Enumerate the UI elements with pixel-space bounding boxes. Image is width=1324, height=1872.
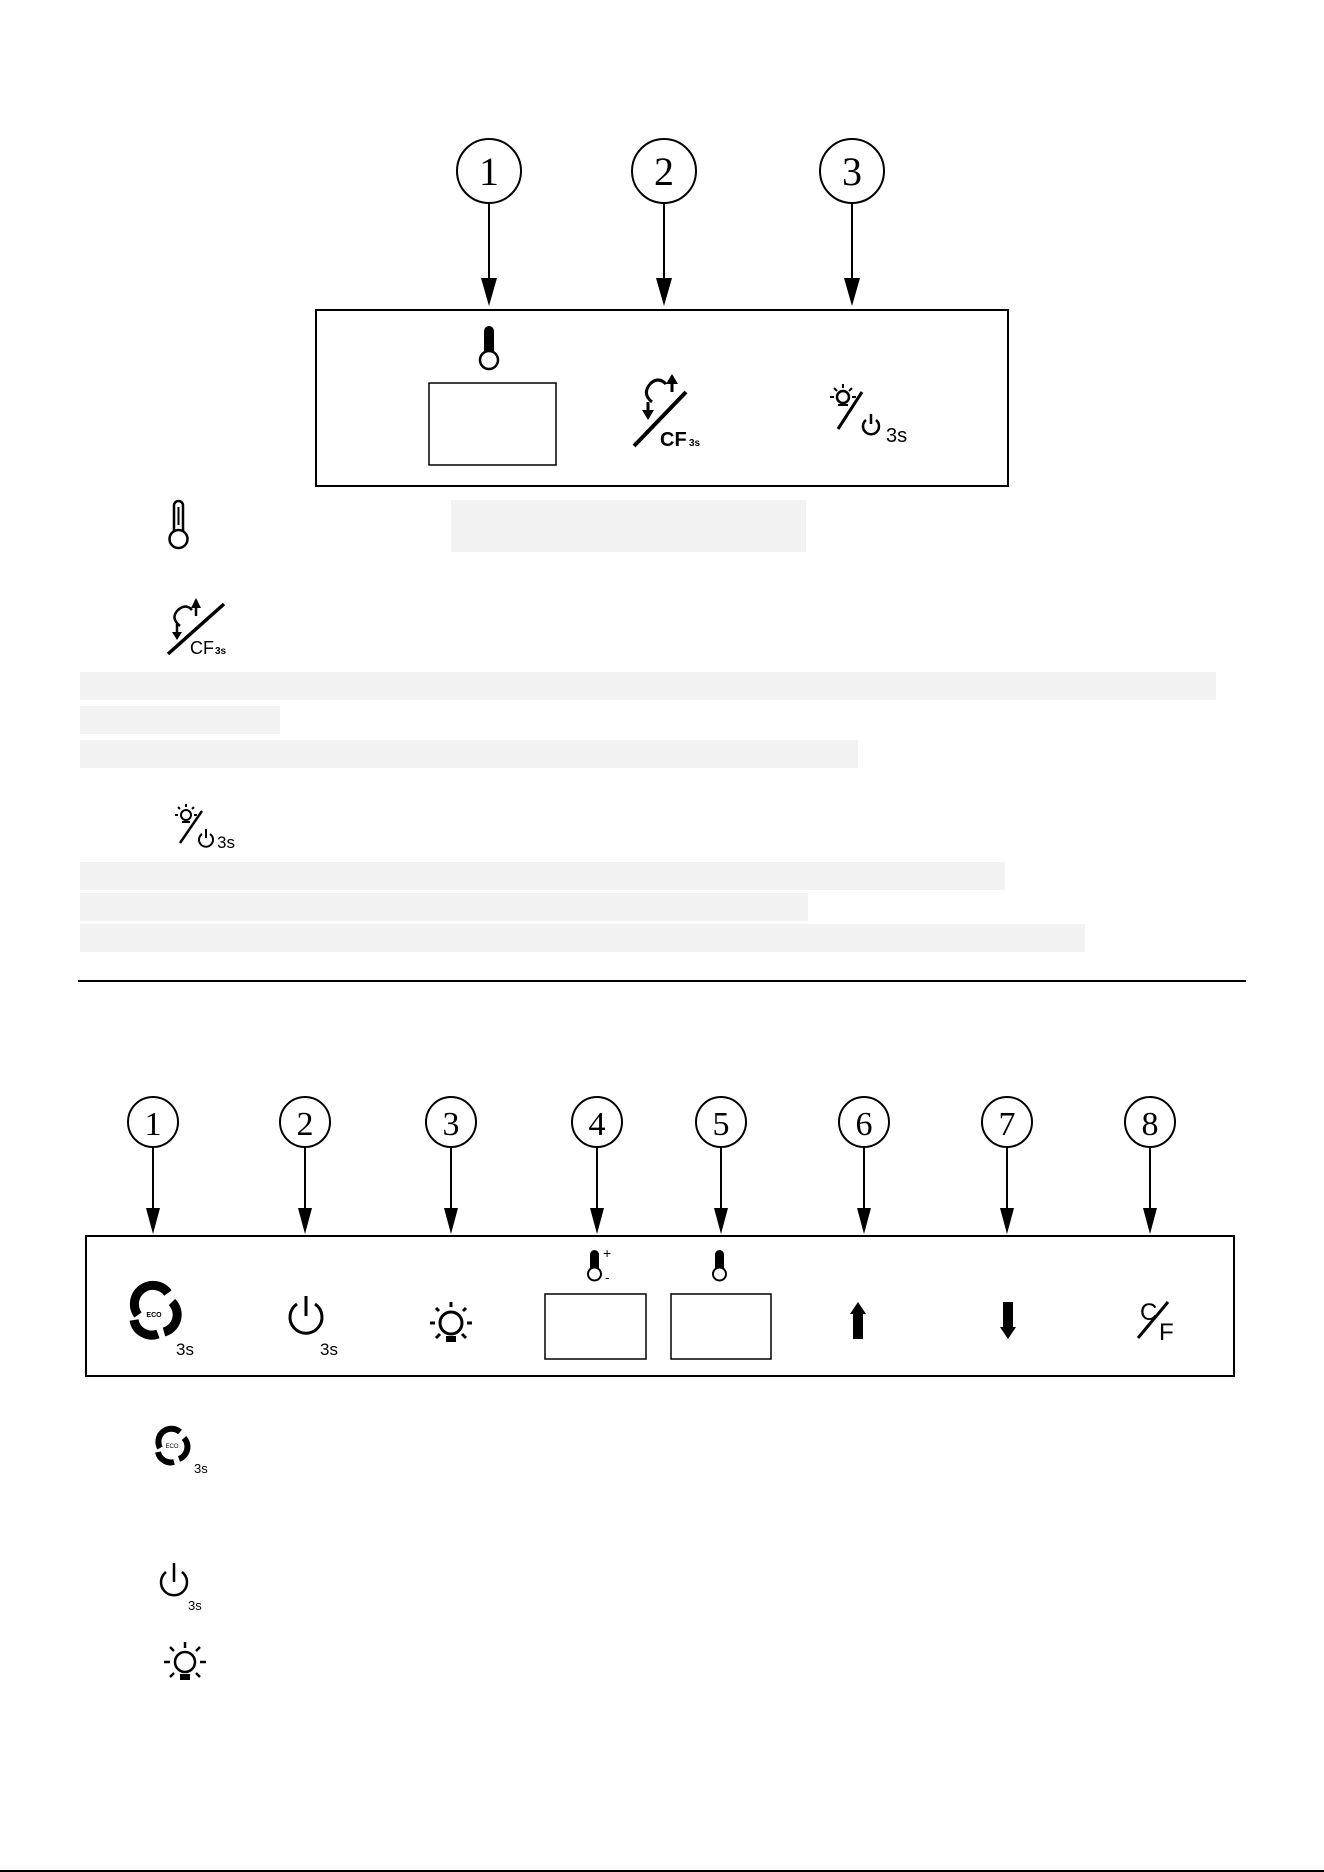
set-temperature-display bbox=[545, 1294, 646, 1359]
section-divider bbox=[78, 980, 1246, 982]
svg-text:CF: CF bbox=[660, 429, 687, 451]
callout-1 bbox=[457, 139, 521, 306]
svg-text:3: 3 bbox=[842, 149, 862, 194]
light-icon bbox=[430, 1302, 472, 1342]
control-panel-frame-bottom bbox=[86, 1236, 1234, 1376]
svg-text:3s: 3s bbox=[215, 646, 227, 657]
legend-light-power-icon bbox=[172, 803, 252, 859]
svg-text:8: 8 bbox=[1141, 1106, 1159, 1143]
redacted-text bbox=[80, 740, 858, 768]
legend-eco-icon bbox=[156, 1428, 226, 1484]
svg-text:ECO: ECO bbox=[146, 1312, 162, 1319]
callout-bottom-6 bbox=[839, 1097, 889, 1234]
svg-text:C: C bbox=[1140, 1299, 1158, 1326]
svg-text:3s: 3s bbox=[176, 1340, 194, 1359]
svg-text:3s: 3s bbox=[689, 438, 701, 449]
callout-bottom-5 bbox=[696, 1097, 746, 1234]
redacted-text bbox=[80, 706, 280, 734]
legend-thermometer-icon bbox=[160, 495, 230, 555]
svg-text:1: 1 bbox=[144, 1106, 162, 1143]
cycle-cf-icon bbox=[634, 374, 701, 451]
redacted-text bbox=[451, 500, 806, 552]
callout-bottom-3 bbox=[426, 1097, 476, 1234]
svg-text:1: 1 bbox=[479, 149, 499, 194]
svg-text:5: 5 bbox=[712, 1106, 730, 1143]
svg-text:-: - bbox=[605, 1269, 610, 1285]
celsius-fahrenheit-icon bbox=[1138, 1299, 1174, 1346]
callout-2 bbox=[632, 139, 696, 306]
svg-text:7: 7 bbox=[998, 1106, 1016, 1143]
power-icon bbox=[290, 1296, 338, 1359]
callout-bottom-4 bbox=[572, 1097, 622, 1234]
temperature-display bbox=[429, 383, 556, 465]
callout-bottom-8 bbox=[1125, 1097, 1175, 1234]
current-temperature-display bbox=[671, 1294, 771, 1359]
svg-text:3s: 3s bbox=[886, 425, 908, 447]
svg-text:3s: 3s bbox=[320, 1340, 338, 1359]
svg-text:2: 2 bbox=[296, 1106, 314, 1143]
legend-light-icon bbox=[158, 1636, 218, 1696]
svg-text:4: 4 bbox=[588, 1106, 606, 1143]
svg-text:3s: 3s bbox=[188, 1598, 202, 1613]
svg-text:3s: 3s bbox=[194, 1461, 208, 1476]
redacted-text bbox=[80, 893, 808, 921]
control-panel-frame bbox=[316, 310, 1008, 486]
thermometer-icon-bottom bbox=[713, 1250, 726, 1281]
bottom-panel-diagram bbox=[0, 1080, 1324, 1400]
redacted-text bbox=[80, 924, 1085, 952]
thermometer-icon bbox=[480, 326, 498, 369]
svg-text:6: 6 bbox=[855, 1106, 873, 1143]
callout-bottom-2 bbox=[280, 1097, 330, 1234]
legend-power-icon bbox=[158, 1560, 228, 1620]
light-power-icon bbox=[830, 384, 907, 447]
redacted-text bbox=[80, 672, 1216, 700]
redacted-text bbox=[80, 862, 1005, 890]
callout-bottom-7 bbox=[982, 1097, 1032, 1234]
svg-text:3: 3 bbox=[442, 1106, 460, 1143]
svg-text:ECO: ECO bbox=[165, 1444, 179, 1450]
down-arrow-icon bbox=[1000, 1302, 1016, 1339]
eco-icon bbox=[134, 1285, 194, 1359]
callout-3 bbox=[820, 139, 884, 306]
svg-text:2: 2 bbox=[654, 149, 674, 194]
legend-cycle-cf-icon bbox=[160, 596, 240, 666]
svg-text:+: + bbox=[603, 1245, 612, 1261]
svg-text:3s: 3s bbox=[217, 833, 235, 852]
callout-bottom-1 bbox=[128, 1097, 178, 1234]
thermometer-plus-minus-icon bbox=[588, 1245, 611, 1285]
svg-text:CF: CF bbox=[190, 638, 214, 658]
up-arrow-icon bbox=[850, 1302, 866, 1339]
svg-text:F: F bbox=[1159, 1319, 1174, 1346]
